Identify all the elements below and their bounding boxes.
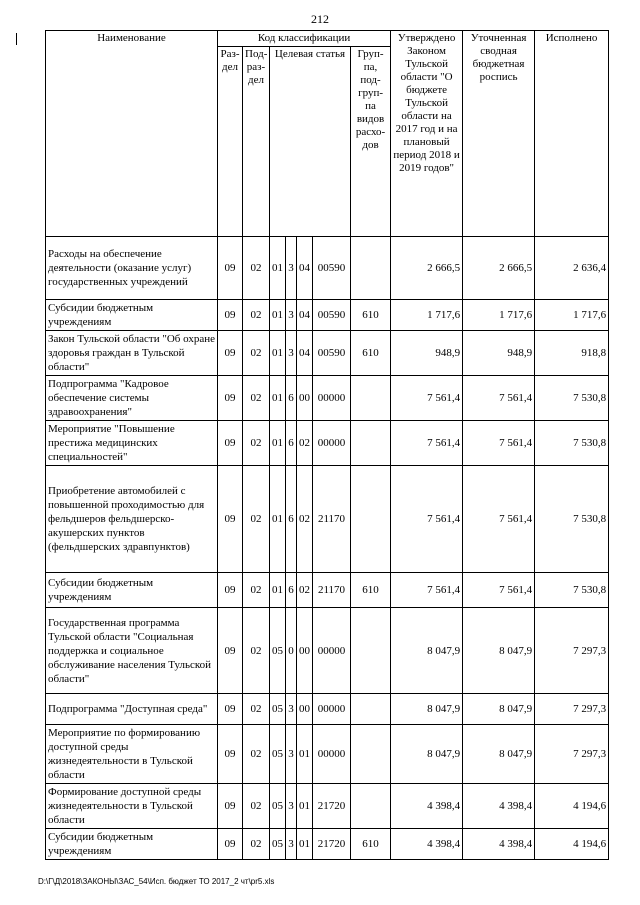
row-executed: 918,8: [535, 331, 609, 376]
row-revised: 2 666,5: [463, 237, 535, 300]
row-target-program: 01: [270, 573, 286, 608]
row-approved: 8 047,9: [391, 608, 463, 694]
header-revised: Уточненная сводная бюджетная роспись: [463, 31, 535, 237]
row-name: Государственная программа Тульской области "Социальная поддержка и социальное обслуживание населения Тульской области": [46, 608, 218, 694]
row-target-subprogram: 6: [286, 421, 297, 466]
row-revised: 8 047,9: [463, 725, 535, 784]
table-row: [46, 573, 609, 608]
row-target-event: 00: [297, 376, 313, 421]
row-section: 09: [218, 466, 243, 573]
row-target-subprogram: 3: [286, 784, 297, 829]
row-target-subprogram: 6: [286, 466, 297, 573]
header-section: Раз- дел: [218, 47, 243, 237]
row-subsection: 02: [243, 376, 270, 421]
row-name: Подпрограмма "Кадровое обеспечение системы здравоохранения": [46, 376, 218, 421]
row-expense-group: 610: [351, 573, 391, 608]
row-expense-group: 610: [351, 331, 391, 376]
row-target-direction: 00000: [313, 608, 351, 694]
row-target-program: 01: [270, 237, 286, 300]
row-expense-group: [351, 784, 391, 829]
row-target-event: 02: [297, 421, 313, 466]
row-approved: 4 398,4: [391, 829, 463, 860]
table-row: [46, 694, 609, 725]
row-target-subprogram: 3: [286, 237, 297, 300]
row-target-program: 01: [270, 421, 286, 466]
row-subsection: 02: [243, 725, 270, 784]
row-expense-group: [351, 421, 391, 466]
row-revised: 4 398,4: [463, 829, 535, 860]
row-approved: 7 561,4: [391, 376, 463, 421]
row-name: Мероприятие по формированию доступной среды жизнедеятельности в Тульской области: [46, 725, 218, 784]
row-revised: 7 561,4: [463, 573, 535, 608]
row-subsection: 02: [243, 784, 270, 829]
row-executed: 4 194,6: [535, 784, 609, 829]
row-section: 09: [218, 573, 243, 608]
row-target-program: 05: [270, 608, 286, 694]
page-number: 212: [311, 12, 329, 26]
row-revised: 8 047,9: [463, 694, 535, 725]
row-subsection: 02: [243, 829, 270, 860]
row-executed: 7 530,8: [535, 376, 609, 421]
row-target-program: 01: [270, 300, 286, 331]
row-target-event: 00: [297, 694, 313, 725]
row-section: 09: [218, 829, 243, 860]
table-row: [46, 784, 609, 829]
row-section: 09: [218, 421, 243, 466]
row-target-direction: 00590: [313, 300, 351, 331]
row-executed: 7 530,8: [535, 573, 609, 608]
row-revised: 7 561,4: [463, 466, 535, 573]
row-approved: 4 398,4: [391, 784, 463, 829]
row-executed: 1 717,6: [535, 300, 609, 331]
row-target-event: 01: [297, 829, 313, 860]
row-expense-group: [351, 376, 391, 421]
file-path-footer: D:\Г\Д\2018\ЗАКОНЫ\ЗАС_54\Исп. бюджет ТО 2017_2 чт\pr5.xls: [38, 877, 275, 886]
row-name: Подпрограмма "Доступная среда": [46, 694, 218, 725]
row-expense-group: [351, 694, 391, 725]
row-target-event: 01: [297, 784, 313, 829]
row-expense-group: 610: [351, 829, 391, 860]
row-target-direction: 21170: [313, 466, 351, 573]
row-revised: 8 047,9: [463, 608, 535, 694]
row-target-direction: 21720: [313, 784, 351, 829]
row-section: 09: [218, 331, 243, 376]
row-subsection: 02: [243, 331, 270, 376]
row-target-program: 05: [270, 694, 286, 725]
table-body: [46, 237, 609, 860]
row-expense-group: [351, 725, 391, 784]
row-subsection: 02: [243, 466, 270, 573]
row-target-event: 04: [297, 300, 313, 331]
row-executed: 7 297,3: [535, 694, 609, 725]
row-name: Закон Тульской области "Об охране здоровья граждан в Тульской области": [46, 331, 218, 376]
row-section: 09: [218, 608, 243, 694]
header-subsection: Под- раз- дел: [243, 47, 270, 237]
row-target-program: 05: [270, 829, 286, 860]
row-approved: 7 561,4: [391, 573, 463, 608]
row-target-subprogram: 3: [286, 694, 297, 725]
row-target-direction: 00000: [313, 725, 351, 784]
row-name: Субсидии бюджетным учреждениям: [46, 829, 218, 860]
row-name: Формирование доступной среды жизнедеятельности в Тульской области: [46, 784, 218, 829]
row-section: 09: [218, 300, 243, 331]
row-revised: 7 561,4: [463, 376, 535, 421]
row-target-event: 04: [297, 237, 313, 300]
table-row: [46, 829, 609, 860]
row-executed: 7 297,3: [535, 725, 609, 784]
table-row: [46, 466, 609, 573]
row-subsection: 02: [243, 573, 270, 608]
table-row: [46, 237, 609, 300]
row-approved: 7 561,4: [391, 466, 463, 573]
row-target-program: 01: [270, 331, 286, 376]
row-target-direction: 00000: [313, 421, 351, 466]
table-row: [46, 608, 609, 694]
margin-mark: [16, 33, 17, 45]
row-target-event: 04: [297, 331, 313, 376]
row-target-program: 05: [270, 784, 286, 829]
table-row: [46, 300, 609, 331]
header-executed: Исполнено: [535, 31, 609, 237]
row-target-program: 05: [270, 725, 286, 784]
row-subsection: 02: [243, 694, 270, 725]
row-name: Расходы на обеспечение деятельности (оказание услуг) государственных учреждений: [46, 237, 218, 300]
row-expense-group: [351, 237, 391, 300]
row-name: Мероприятие "Повышение престижа медицинских специальностей": [46, 421, 218, 466]
row-expense-group: [351, 466, 391, 573]
row-subsection: 02: [243, 237, 270, 300]
header-target: Целевая статья: [270, 47, 351, 237]
row-executed: 7 530,8: [535, 421, 609, 466]
row-approved: 948,9: [391, 331, 463, 376]
row-revised: 4 398,4: [463, 784, 535, 829]
table-row: [46, 725, 609, 784]
row-target-direction: 00590: [313, 237, 351, 300]
row-target-program: 01: [270, 466, 286, 573]
row-subsection: 02: [243, 300, 270, 331]
header-classification: Код классификации: [218, 31, 391, 47]
row-approved: 7 561,4: [391, 421, 463, 466]
row-approved: 1 717,6: [391, 300, 463, 331]
header-approved: Утверждено Законом Тульской области "О бюджете Тульской области на 2017 год и на плановый период 2018 и 2019 годов": [391, 31, 463, 237]
row-expense-group: [351, 608, 391, 694]
row-revised: 1 717,6: [463, 300, 535, 331]
row-subsection: 02: [243, 608, 270, 694]
row-subsection: 02: [243, 421, 270, 466]
row-approved: 8 047,9: [391, 694, 463, 725]
row-target-direction: 21720: [313, 829, 351, 860]
table-row: [46, 376, 609, 421]
header-group: Груп- па, под- груп- па видов расхо- дов: [351, 47, 391, 237]
row-section: 09: [218, 237, 243, 300]
row-section: 09: [218, 725, 243, 784]
row-target-subprogram: 0: [286, 608, 297, 694]
row-name: Приобретение автомобилей с повышенной проходимостью для фельдшеров фельдшерско-акушерских пунктов (фельдшерских здравпунктов): [46, 466, 218, 573]
table-row: [46, 421, 609, 466]
row-target-program: 01: [270, 376, 286, 421]
row-executed: 2 636,4: [535, 237, 609, 300]
row-approved: 8 047,9: [391, 725, 463, 784]
row-name: Субсидии бюджетным учреждениям: [46, 573, 218, 608]
row-revised: 948,9: [463, 331, 535, 376]
budget-table: [45, 30, 609, 860]
table-row: [46, 331, 609, 376]
row-section: 09: [218, 376, 243, 421]
row-target-subprogram: 3: [286, 829, 297, 860]
row-target-subprogram: 6: [286, 376, 297, 421]
row-target-event: 00: [297, 608, 313, 694]
row-approved: 2 666,5: [391, 237, 463, 300]
row-name: Субсидии бюджетным учреждениям: [46, 300, 218, 331]
row-target-event: 01: [297, 725, 313, 784]
row-target-direction: 21170: [313, 573, 351, 608]
row-section: 09: [218, 784, 243, 829]
row-target-direction: 00000: [313, 376, 351, 421]
row-executed: 7 297,3: [535, 608, 609, 694]
row-target-direction: 00000: [313, 694, 351, 725]
row-executed: 7 530,8: [535, 466, 609, 573]
row-target-subprogram: 3: [286, 331, 297, 376]
row-target-subprogram: 6: [286, 573, 297, 608]
row-target-subprogram: 3: [286, 300, 297, 331]
row-target-event: 02: [297, 573, 313, 608]
row-executed: 4 194,6: [535, 829, 609, 860]
header-name: Наименование: [46, 31, 218, 237]
row-target-event: 02: [297, 466, 313, 573]
row-target-subprogram: 3: [286, 725, 297, 784]
row-section: 09: [218, 694, 243, 725]
row-target-direction: 00590: [313, 331, 351, 376]
row-expense-group: 610: [351, 300, 391, 331]
row-revised: 7 561,4: [463, 421, 535, 466]
